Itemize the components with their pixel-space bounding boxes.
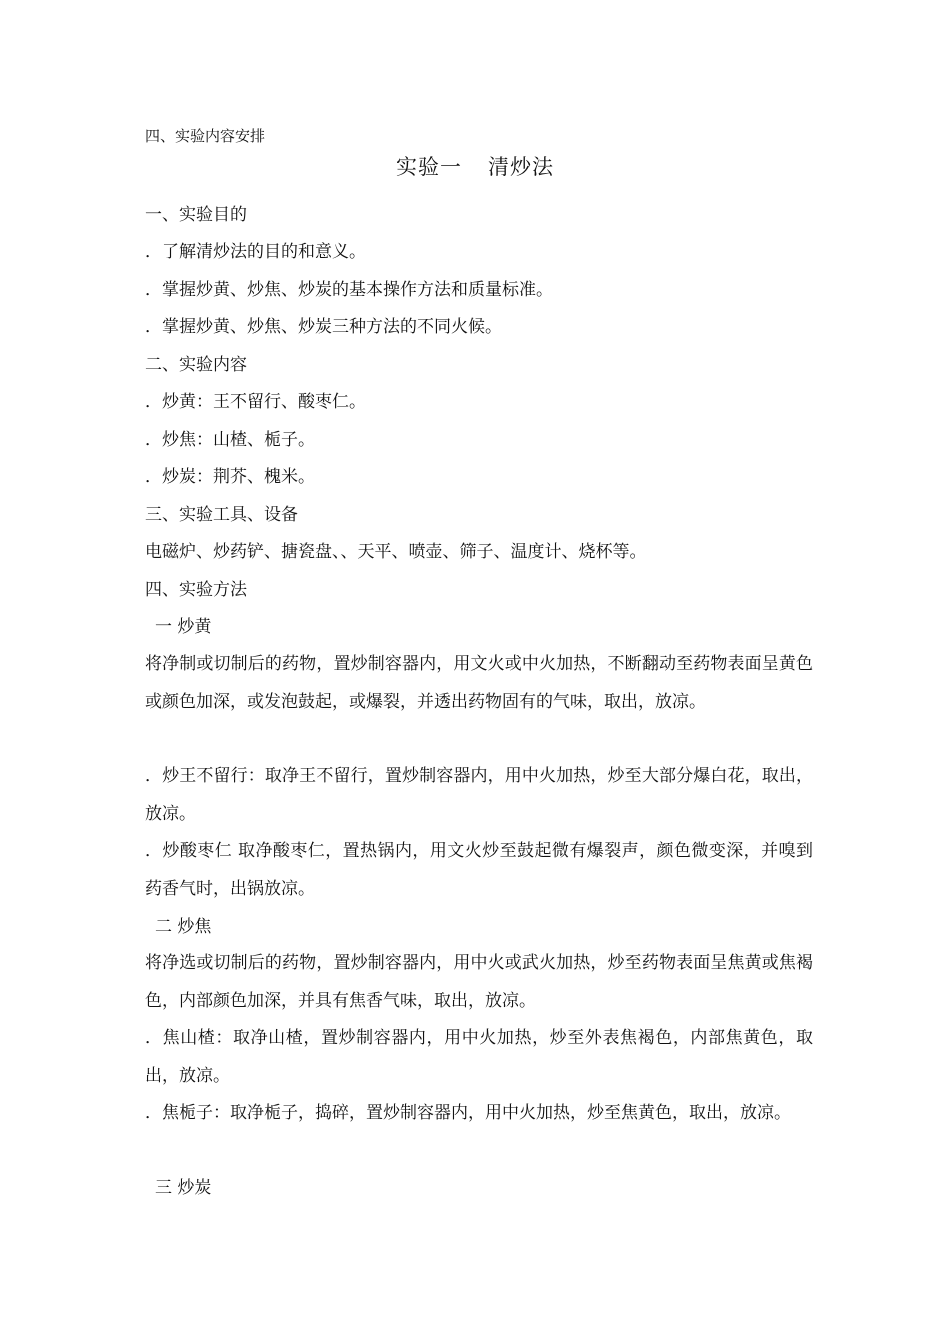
purpose-item-2: ．掌握炒黄、炒焦、炒炭的基本操作方法和质量标准。: [145, 280, 553, 300]
paragraph-jujube-seed: ．炒酸枣仁 取净酸枣仁，置热锅内，用文火炒至鼓起微有爆裂声，颜色微变深，并嗅到药香气时，出锅放凉。: [145, 841, 813, 899]
page-title: [0, 153, 950, 181]
content-item-2: ．炒焦：山楂、栀子。: [145, 430, 315, 450]
purpose-item-1: ．了解清炒法的目的和意义。: [145, 242, 366, 262]
title-experiment-number: 实验一: [396, 155, 462, 179]
heading-method: 四、实验方法: [145, 580, 247, 600]
purpose-item-3: ．掌握炒黄、炒焦、炒炭三种方法的不同火候。: [145, 317, 502, 337]
subheading-stir-fry-charcoal: 三 炒炭: [155, 1178, 212, 1198]
heading-purpose: 一、实验目的: [145, 205, 247, 225]
paragraph-hawthorn: ．焦山楂：取净山楂，置炒制容器内，用中火加热，炒至外表焦褐色，内部焦黄色，取出，放凉。: [145, 1028, 813, 1086]
tools-list: 电磁炉、炒药铲、搪瓷盘、、天平、喷壶、筛子、温度计、烧杯等。: [145, 542, 647, 562]
content-item-1: ．炒黄：王不留行、酸枣仁。: [145, 392, 366, 412]
content-item-3: ．炒炭：荆芥、槐米。: [145, 467, 315, 487]
paragraph-gardenia: ．焦栀子：取净栀子，捣碎，置炒制容器内，用中火加热，炒至焦黄色，取出，放凉。: [145, 1103, 791, 1123]
subheading-stir-fry-yellow: 一 炒黄: [155, 617, 212, 637]
heading-tools: 三、实验工具、设备: [145, 505, 298, 525]
subheading-stir-fry-scorch: 二 炒焦: [155, 917, 212, 937]
title-method-name: 清炒法: [488, 155, 554, 179]
paragraph-vaccaria: ．炒王不留行：取净王不留行，置炒制容器内，用中火加热，炒至大部分爆白花，取出，放凉。: [145, 766, 813, 824]
paragraph-stir-fry-yellow: 将净制或切制后的药物，置炒制容器内，用文火或中火加热，不断翻动至药物表面呈黄色或颜色加深，或发泡鼓起，或爆裂，并透出药物固有的气味，取出，放凉。: [145, 654, 813, 712]
paragraph-stir-fry-scorch: 将净选或切制后的药物，置炒制容器内，用中火或武火加热，炒至药物表面呈焦黄或焦褐色，内部颜色加深，并具有焦香气味，取出，放凉。: [145, 953, 813, 1011]
heading-content: 二、实验内容: [145, 355, 247, 375]
section-heading: 四、实验内容安排: [145, 127, 266, 145]
